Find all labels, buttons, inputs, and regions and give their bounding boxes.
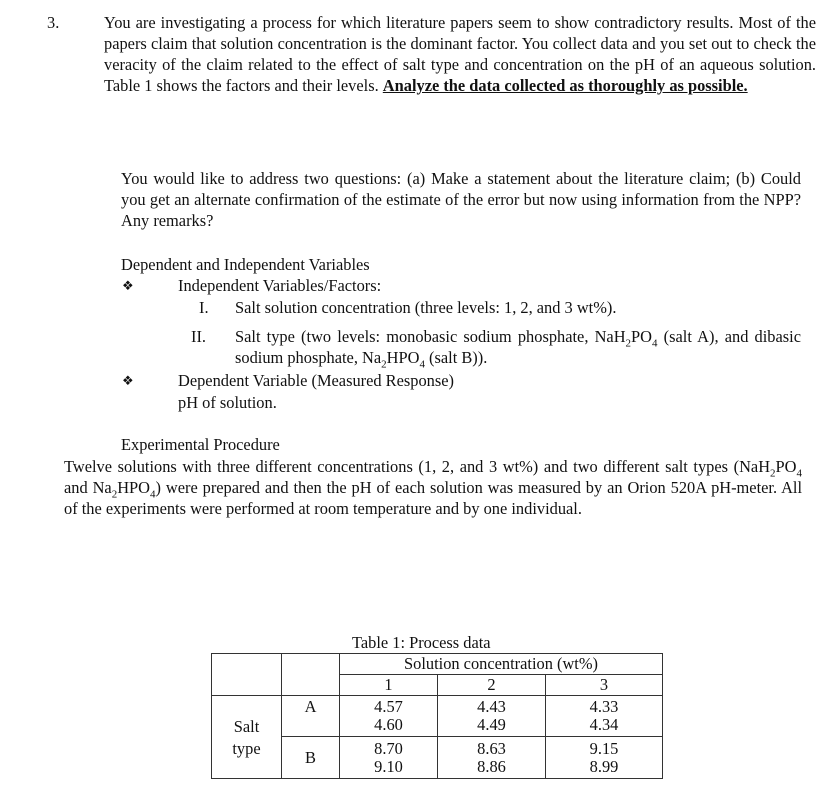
intro-emphasis: Analyze the data collected as thoroughly as possible. xyxy=(382,76,748,95)
column-header: 2 xyxy=(438,675,546,696)
cell-value: 8.63 xyxy=(477,738,506,758)
cell-value: 4.49 xyxy=(477,715,506,734)
cell-value: 8.70 xyxy=(374,738,403,758)
table-cell xyxy=(438,737,546,779)
subscript: 4 xyxy=(419,358,425,371)
variables-title: Dependent and Independent Variables xyxy=(121,255,370,274)
factor-numeral: II. xyxy=(191,327,207,346)
subscript: 2 xyxy=(381,358,387,371)
table-corner-cell xyxy=(212,654,282,696)
table-header-row xyxy=(212,654,663,675)
procedure-text-part: Twelve solutions with three different concentrations (1, 2, and 3 wt%) and two different salt types (NaH xyxy=(64,457,771,476)
factor-text-part: Salt type (two levels: monobasic sodium phosphate, NaH xyxy=(235,327,626,346)
process-data-table xyxy=(211,653,663,779)
factor-text: Salt solution concentration (three levels: 1, 2, and 3 wt%). xyxy=(235,298,617,317)
dependent-value: pH of solution. xyxy=(178,393,277,412)
row-group-label xyxy=(212,696,282,779)
subscript: 4 xyxy=(796,467,802,480)
bullet-icon: ❖ xyxy=(122,373,134,388)
factor-text-part: (salt A), and dibasic sodium phosphate, Na xyxy=(235,327,801,367)
factor-numeral: I. xyxy=(199,298,209,317)
table-caption: Table 1: Process data xyxy=(352,633,491,652)
intro-text: You are investigating a process for which literature papers seem to show contradictory results. Most of the papers claim that solution concentration is the dominant factor. You collect data and you set out to check the veracity of the claim related to the effect of salt type and concentration on the pH of an aqueous solution. Table 1 shows the factors and their levels. xyxy=(104,13,816,95)
procedure-text-part: PO xyxy=(775,457,797,476)
column-group-header: Solution concentration (wt%) xyxy=(340,654,663,675)
dependent-title: Dependent Variable (Measured Response) xyxy=(178,371,454,390)
cell-value: 4.43 xyxy=(477,697,506,716)
problem-intro xyxy=(104,12,816,96)
problem-questions: You would like to address two questions: (a) Make a statement about the literature claim; (b) Could you get an alternate confirmation of the estimate of the error but now using information from the NPP? Any remarks? xyxy=(121,169,801,230)
problem-number: 3. xyxy=(47,13,60,32)
column-header: 3 xyxy=(546,675,663,696)
table-cell xyxy=(340,737,438,779)
row-group-label-line: type xyxy=(232,739,261,758)
cell-value: 4.60 xyxy=(374,715,403,734)
subscript: 2 xyxy=(111,488,118,501)
row-label: A xyxy=(282,696,340,737)
bullet-icon: ❖ xyxy=(122,278,134,293)
cell-value: 9.15 xyxy=(589,738,619,758)
cell-value: 4.57 xyxy=(374,697,403,716)
subscript: 4 xyxy=(150,488,156,501)
subscript: 2 xyxy=(770,467,776,480)
cell-value: 4.33 xyxy=(589,697,619,716)
table-cell xyxy=(340,696,438,737)
column-header: 1 xyxy=(340,675,438,696)
table-cell xyxy=(546,696,663,737)
table-row xyxy=(212,696,663,737)
row-label: B xyxy=(282,737,340,779)
procedure-text xyxy=(64,456,802,519)
row-group-label-line: Salt xyxy=(233,717,260,736)
cell-value: 8.86 xyxy=(477,756,506,776)
independent-title: Independent Variables/Factors: xyxy=(178,276,382,295)
factor-text-part: (salt B)). xyxy=(424,348,488,367)
factor-text-part: HPO xyxy=(386,348,420,367)
procedure-text-part: HPO xyxy=(117,478,150,497)
subscript: 2 xyxy=(625,337,632,350)
cell-value: 9.10 xyxy=(374,756,403,776)
procedure-text-part: ) were prepared and then the pH of each solution was measured by an Orion 520A pH-meter. All of the experiments were performed at room temperature and by one individual. xyxy=(64,478,803,518)
table-cell xyxy=(438,696,546,737)
cell-value: 8.99 xyxy=(589,756,619,776)
procedure-title: Experimental Procedure xyxy=(121,435,280,454)
factor-text xyxy=(235,326,801,371)
table-cell xyxy=(546,737,663,779)
factor-text-part: PO xyxy=(631,327,652,346)
subscript: 4 xyxy=(652,337,658,350)
procedure-text-part: and Na xyxy=(64,478,112,497)
cell-value: 4.34 xyxy=(589,715,619,734)
table-corner-cell xyxy=(282,654,340,696)
